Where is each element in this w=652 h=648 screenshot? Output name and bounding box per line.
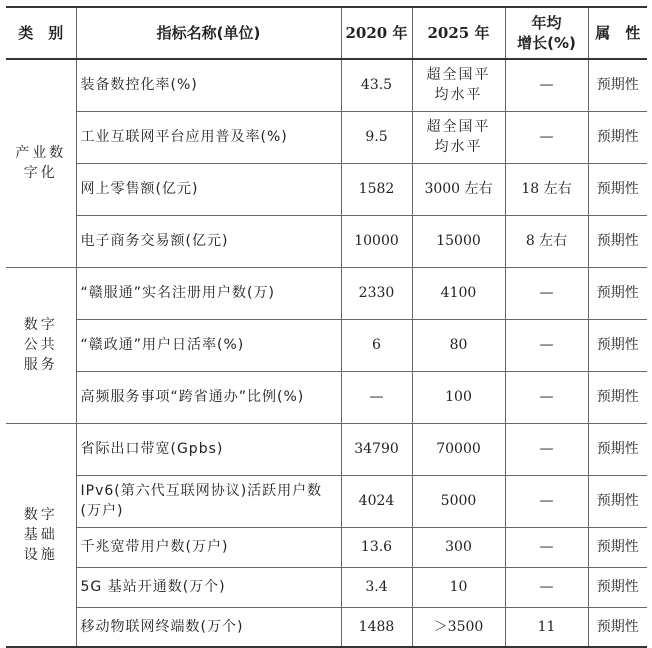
value-2020: 10000 [341,215,412,267]
value-2020: 13.6 [341,527,412,567]
header-year-2020: 2020 年 [341,7,412,59]
category-label: 数字公共服务 [23,317,58,373]
table-row [6,567,647,607]
value-2020: 3.4 [341,567,412,607]
value-2025: 5000 [412,475,505,527]
value-attribute: 预期性 [588,319,647,371]
value-2025: 4100 [412,267,505,319]
header-category: 类 别 [6,7,76,59]
table-row [6,527,647,567]
value-2020: 4024 [341,475,412,527]
value-2025-text: 超全国平均水平 [426,67,491,104]
indicator-name: 电子商务交易额(亿元) [76,215,341,267]
value-attribute: 预期性 [588,527,647,567]
indicator-name: IPv6(第六代互联网协议)活跃用户数(万户) [76,475,341,527]
header-annual-growth [505,7,588,59]
indicator-name: 网上零售额(亿元) [76,163,341,215]
table-row [6,111,647,163]
value-growth: — [505,567,588,607]
table-row [6,371,647,423]
value-growth: — [505,267,588,319]
value-2020: — [341,371,412,423]
table-row [6,267,647,319]
indicator-name: 装备数控化率(%) [76,59,341,111]
value-growth: 8 左右 [505,215,588,267]
header-attribute: 属 性 [588,7,647,59]
value-attribute: 预期性 [588,163,647,215]
indicator-name: 移动物联网终端数(万个) [76,607,341,647]
value-growth: — [505,319,588,371]
value-attribute: 预期性 [588,267,647,319]
value-2020: 1582 [341,163,412,215]
value-attribute: 预期性 [588,475,647,527]
table-row [6,59,647,111]
value-attribute: 预期性 [588,423,647,475]
value-2020: 9.5 [341,111,412,163]
indicator-name: 省际出口带宽(Gpbs) [76,423,341,475]
value-growth: — [505,475,588,527]
value-2025: 70000 [412,423,505,475]
header-growth-line1: 年均 [531,14,562,32]
header-row [6,7,647,59]
value-growth: — [505,423,588,475]
value-attribute: 预期性 [588,567,647,607]
value-2025: 80 [412,319,505,371]
value-growth: — [505,371,588,423]
value-attribute: 预期性 [588,371,647,423]
table-row [6,607,647,647]
value-2020: 6 [341,319,412,371]
value-2025: ＞3500 [412,607,505,647]
value-2025: 300 [412,527,505,567]
value-attribute: 预期性 [588,111,647,163]
table-row [6,215,647,267]
indicator-name: “赣服通”实名注册用户数(万) [76,267,341,319]
value-attribute: 预期性 [588,215,647,267]
indicator-name: 5G 基站开通数(万个) [76,567,341,607]
value-2020: 2330 [341,267,412,319]
indicator-name: 高频服务事项“跨省通办”比例(%) [76,371,341,423]
value-2025 [412,111,505,163]
value-2025 [412,59,505,111]
indicator-table [6,6,647,648]
value-growth: 11 [505,607,588,647]
indicator-name: 千兆宽带用户数(万户) [76,527,341,567]
header-indicator-name: 指标名称(单位) [76,7,341,59]
category-cell-industry-digitalization [6,59,76,267]
category-label: 产业数字化 [15,145,67,182]
header-growth-line2: 增长(%) [517,34,576,52]
value-2020: 34790 [341,423,412,475]
value-2025-text: 超全国平均水平 [426,119,491,155]
indicator-name: “赣政通”用户日活率(%) [76,319,341,371]
value-attribute: 预期性 [588,59,647,111]
value-growth: — [505,111,588,163]
value-2025: 15000 [412,215,505,267]
value-2025: 100 [412,371,505,423]
value-2025: 3000 左右 [412,163,505,215]
header-year-2025: 2025 年 [412,7,505,59]
category-cell-digital-infrastructure [6,423,76,647]
value-2020: 1488 [341,607,412,647]
table-row [6,475,647,527]
value-2025: 10 [412,567,505,607]
table-row [6,319,647,371]
value-attribute: 预期性 [588,607,647,647]
value-2020: 43.5 [341,59,412,111]
table-row [6,163,647,215]
table-row [6,423,647,475]
value-growth: — [505,59,588,111]
value-growth: — [505,527,588,567]
indicator-name: 工业互联网平台应用普及率(%) [76,111,341,163]
category-label: 数字基础设施 [23,506,58,563]
value-growth: 18 左右 [505,163,588,215]
category-cell-digital-public-services [6,267,76,423]
